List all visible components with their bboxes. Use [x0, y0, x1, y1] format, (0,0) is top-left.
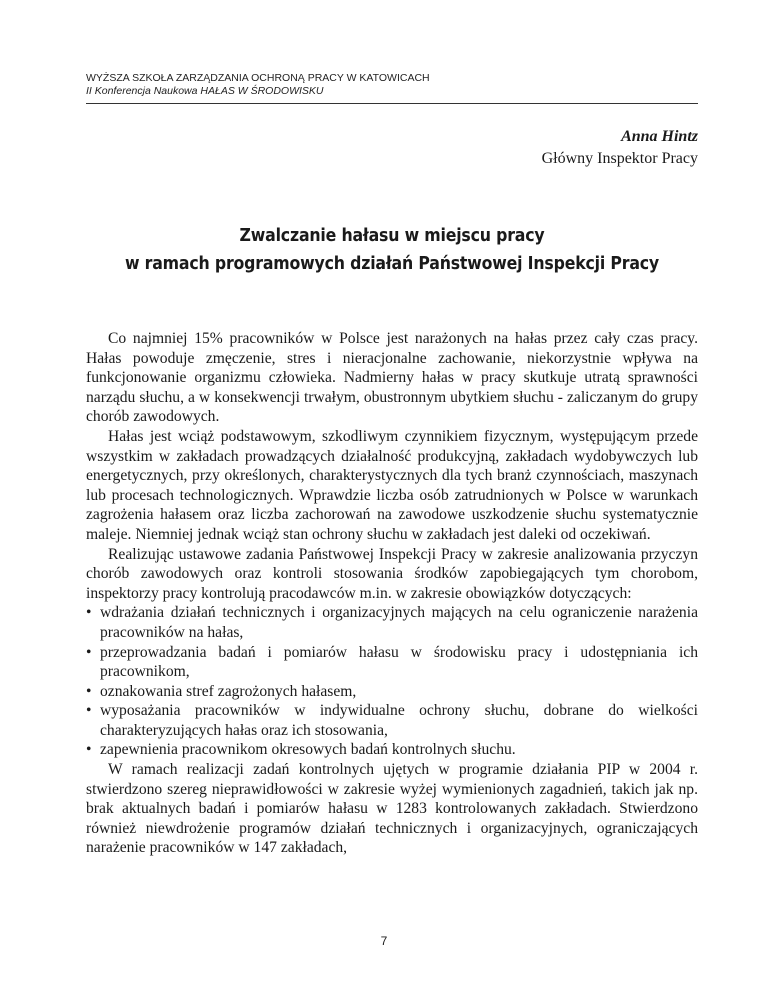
running-header	[86, 72, 698, 98]
bullet-marker: •	[86, 643, 92, 661]
list-item-text: oznakowania stref zagrożonych hałasem,	[100, 682, 357, 700]
list-item-text: zapewnienia pracownikom okresowych badań kontrolnych słuchu.	[100, 741, 516, 759]
title-line-1: Zwalczanie hałasu w miejscu pracy	[239, 226, 545, 246]
paragraph-3: Realizując ustawowe zadania Państwowej Inspekcji Pracy w zakresie analizowania przyczyn chorób zawodowych oraz kontroli stosowania środków zapobiegających tym chorobom, inspektorzy pracy kontrolują pracodawców m.in. w zakresie obowiązków dotyczących:	[86, 545, 698, 602]
header-institution: WYŻSZA SZKOŁA ZARZĄDZANIA OCHRONĄ PRACY W KATOWICACH	[86, 72, 430, 84]
author-block	[542, 126, 698, 170]
bullet-marker: •	[86, 604, 92, 622]
page-number: 7	[380, 934, 388, 948]
list-item-text: wdrażania działań technicznych i organizacyjnych mających na celu ograniczenie narażenia pracowników na hałas,	[100, 604, 698, 641]
bullet-marker: •	[86, 682, 92, 700]
list-item	[86, 701, 698, 740]
list-item	[86, 643, 698, 682]
article-body	[86, 329, 698, 858]
list-item-text: wyposażania pracowników w indywidualne ochrony słuchu, dobrane do wielkości charakteryzujących hałas oraz ich stosowania,	[100, 702, 698, 739]
list-item	[86, 740, 698, 760]
list-item	[86, 682, 698, 702]
header-divider	[86, 103, 698, 104]
paragraph-4: W ramach realizacji zadań kontrolnych ujętych w programie działania PIP w 2004 r. stwierdzono szereg nieprawidłowości w zakresie wyżej wymienionych zagadnień, takich jak np. brak aktualnych badań i pomiarów hałasu w 1283 kontrolowanych zakładach. Stwierdzono również niewdrożenie programów działań technicznych i organizacyjnych, ograniczających narażenie pracowników w 147 zakładach,	[86, 761, 698, 857]
header-conference: II Konferencja Naukowa HAŁAS W ŚRODOWISKU	[86, 85, 324, 97]
author-name: Anna Hintz	[621, 128, 698, 145]
list-item	[86, 603, 698, 642]
paragraph-2: Hałas jest wciąż podstawowym, szkodliwym czynnikiem fizycznym, występującym przede wszystkim w zakładach prowadzących działalność produkcyjną, zakładach wydobywczych lub energetycznych, przy określonych, charakterystycznych dla tych branż czynnościach, maszynach lub procesach technologicznych. Wprawdzie liczba osób zatrudnionych w Polsce w warunkach zagrożenia hałasem oraz liczba zachorowań na zawodowe uszkodzenie słuchu systematycznie maleje. Niemniej jednak wciąż stan ochrony słuchu w zakładach jest daleki od oczekiwań.	[86, 427, 698, 543]
bullet-marker: •	[86, 702, 92, 720]
paragraph-1: Co najmniej 15% pracowników w Polsce jest narażonych na hałas przez cały czas pracy. Hałas powoduje zmęczenie, stres i nieracjonalne zachowanie, niekorzystnie wpływa na funkcjonowanie organizmu człowieka. Nadmierny hałas w pracy skutkuje utratą sprawności narządu słuchu, a w konsekwencji trwałym, obustronnym ubytkiem słuchu - zaliczanym do grupy chorób zawodowych.	[86, 330, 698, 426]
obligations-list	[86, 603, 698, 760]
bullet-marker: •	[86, 741, 92, 759]
list-item-text: przeprowadzania badań i pomiarów hałasu w środowisku pracy i udostępniania ich pracownikom,	[100, 643, 698, 681]
article-title	[117, 222, 668, 278]
title-line-2: w ramach programowych działań Państwowej Inspekcji Pracy	[124, 254, 660, 274]
author-position: Główny Inspektor Pracy	[541, 150, 698, 167]
